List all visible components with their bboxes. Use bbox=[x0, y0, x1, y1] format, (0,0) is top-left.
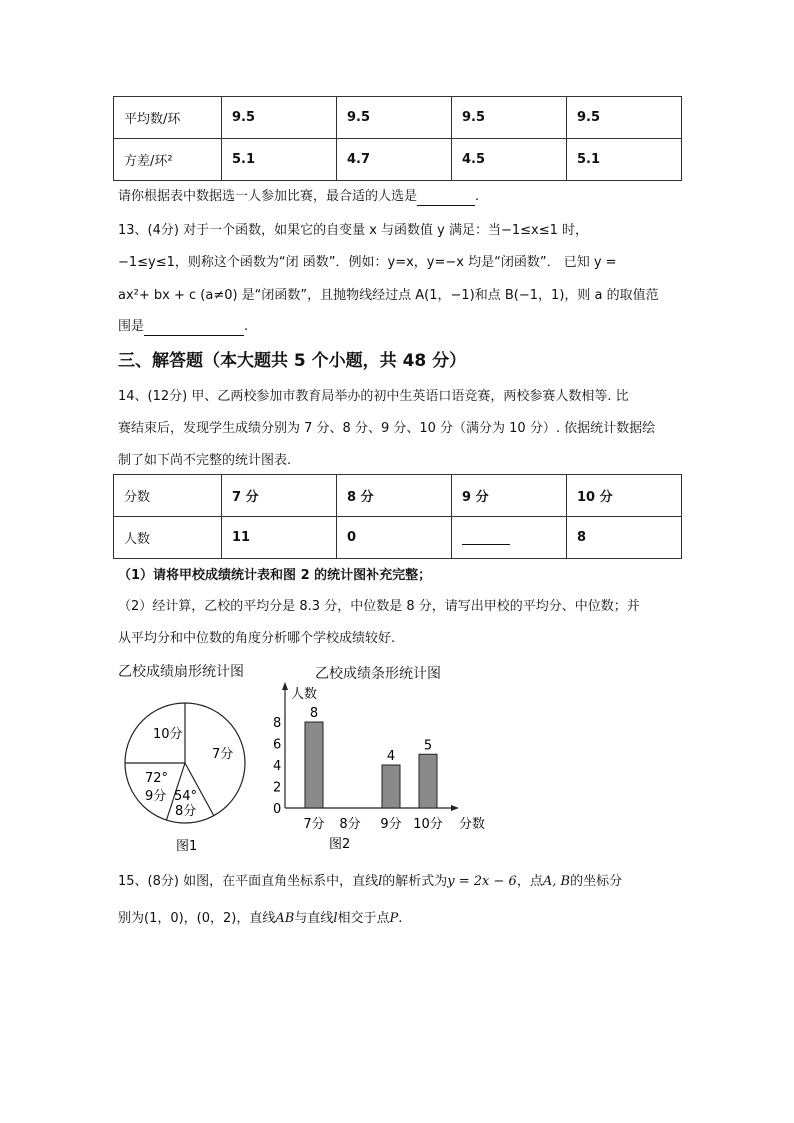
answer-blank[interactable] bbox=[417, 191, 475, 206]
q15-text: 相交于点 bbox=[337, 911, 390, 926]
x-tick-label: 8分 bbox=[339, 817, 361, 832]
answer-blank[interactable] bbox=[144, 321, 244, 336]
bar-7分 bbox=[305, 722, 323, 808]
q12-answer-line bbox=[118, 188, 479, 206]
q12-text: 请你根据表中数据选一人参加比赛，最合适的人选是 bbox=[118, 189, 418, 204]
q15-p: P bbox=[389, 911, 399, 926]
y-tick-label: 6 bbox=[273, 737, 282, 753]
q15-ab: AB bbox=[275, 911, 295, 926]
q15-line-1 bbox=[118, 873, 622, 891]
bar-chart bbox=[265, 682, 495, 860]
q15-text: 别为(1，0)，(0，2)，直线 bbox=[118, 911, 276, 926]
q13-line-1: 13、(4分) 对于一个函数，如果它的自变量 x 与函数值 y 满足：当−1≤x≤1 时， bbox=[118, 223, 589, 238]
pie-label-8: 8分 bbox=[175, 804, 197, 819]
table-cell: 0 bbox=[337, 517, 452, 559]
section-heading: 三、解答题（本大题共 5 个小题，共 48 分） bbox=[118, 351, 467, 371]
q15-l: l bbox=[333, 911, 338, 926]
q15-points: A, B bbox=[542, 874, 571, 889]
table-cell: 9.5 bbox=[222, 97, 337, 139]
y-tick-label: 4 bbox=[273, 759, 282, 774]
table-cell-blank[interactable] bbox=[452, 517, 567, 559]
table-cell: 5.1 bbox=[567, 139, 682, 181]
score-table bbox=[113, 474, 682, 559]
x-axis-label: 分数 bbox=[459, 817, 486, 832]
table-row bbox=[114, 97, 682, 139]
q13-line-4-start: 围是 bbox=[118, 319, 145, 334]
q15-text: 与直线 bbox=[294, 911, 334, 926]
x-tick-label: 7分 bbox=[303, 817, 325, 832]
table-cell: 9.5 bbox=[337, 97, 452, 139]
table-row bbox=[114, 139, 682, 181]
table-row bbox=[114, 475, 682, 517]
table-cell: 9.5 bbox=[567, 97, 682, 139]
q14-sub-2b: 从平均分和中位数的角度分析哪个学校成绩较好. bbox=[118, 631, 396, 646]
q15-text: 的坐标分 bbox=[570, 874, 623, 889]
bar-9分 bbox=[382, 765, 400, 808]
table-cell: 4.7 bbox=[337, 139, 452, 181]
table-cell: 8 bbox=[567, 517, 682, 559]
pie-chart bbox=[118, 690, 258, 860]
q14-line-1: 14、(12分) 甲、乙两校参加市教育局举办的初中生英语口语竞赛，两校参赛人数相等. 比 bbox=[118, 389, 629, 404]
table-header-cell: 10 分 bbox=[567, 475, 682, 517]
bar-data-label: 4 bbox=[386, 749, 396, 764]
q15-equation: y = 2x − 6 bbox=[447, 874, 517, 889]
bar-chart-title: 乙校成绩条形统计图 bbox=[315, 666, 441, 682]
table-row bbox=[114, 517, 682, 559]
bar-10分 bbox=[419, 754, 437, 808]
stats-table bbox=[113, 96, 682, 181]
pie-label-10: 10分 bbox=[153, 727, 183, 742]
y-tick-label: 2 bbox=[273, 780, 282, 796]
q15-text: ，点 bbox=[516, 874, 543, 889]
q14-line-2: 赛结束后，发现学生成绩分别为 7 分、8 分、9 分、10 分（满分为 10 分）. 依据统计数据绘 bbox=[118, 421, 656, 436]
y-tick-label: 0 bbox=[273, 802, 282, 817]
q13-line-3: ax²+ bx + c (a≠0) 是“闭函数”，且抛物线经过点 A(1，−1)和点 B(−1，1)，则 a 的取值范 bbox=[118, 288, 659, 303]
q15-l: l bbox=[378, 874, 383, 889]
answer-blank[interactable] bbox=[462, 534, 510, 545]
q13-line-4 bbox=[118, 318, 248, 336]
x-tick-label: 9分 bbox=[380, 817, 402, 832]
pie-angle-54: 54° bbox=[174, 789, 198, 804]
q14-line-3: 制了如下尚不完整的统计图表. bbox=[118, 453, 292, 468]
table-cell-label: 人数 bbox=[114, 517, 222, 559]
table-header-cell: 8 分 bbox=[337, 475, 452, 517]
table-cell: 9.5 bbox=[452, 97, 567, 139]
pie-chart-title: 乙校成绩扇形统计图 bbox=[118, 664, 244, 680]
q15-line-2 bbox=[118, 910, 402, 928]
pie-angle-72: 72° bbox=[145, 771, 169, 786]
q12-period: . bbox=[475, 189, 480, 204]
pie-label-7: 7分 bbox=[212, 747, 234, 762]
x-axis-arrow bbox=[451, 805, 459, 811]
y-tick-label: 8 bbox=[273, 716, 282, 731]
q14-sub-1: （1）请将甲校成绩统计表和图 2 的统计图补充完整； bbox=[118, 568, 432, 583]
q15-text: 的解析式为 bbox=[382, 874, 448, 889]
pie-caption: 图1 bbox=[176, 839, 198, 854]
table-header-cell: 分数 bbox=[114, 475, 222, 517]
bar-data-label: 8 bbox=[309, 706, 319, 721]
q13-line-2: −1≤y≤1，则称这个函数为“闭 函数”．例如：y=x，y=−x 均是“闭函数”． 已知 y = bbox=[118, 255, 617, 270]
q13-period: . bbox=[244, 319, 249, 334]
pie-label-9: 9分 bbox=[145, 789, 167, 804]
bar-data-label: 5 bbox=[423, 738, 433, 754]
y-axis-label: 人数 bbox=[291, 687, 318, 702]
table-cell: 11 bbox=[222, 517, 337, 559]
table-cell-label: 方差/环² bbox=[114, 139, 222, 181]
table-header-cell: 9 分 bbox=[452, 475, 567, 517]
q14-sub-2a: （2）经计算，乙校的平均分是 8.3 分，中位数是 8 分，请写出甲校的平均分、中位数；并 bbox=[118, 599, 640, 614]
table-cell-label: 平均数/环 bbox=[114, 97, 222, 139]
q15-text: . bbox=[398, 911, 403, 926]
y-axis-arrow bbox=[282, 682, 288, 690]
bar-caption: 图2 bbox=[329, 837, 351, 852]
x-tick-label: 10分 bbox=[413, 817, 443, 832]
table-header-cell: 7 分 bbox=[222, 475, 337, 517]
table-cell: 4.5 bbox=[452, 139, 567, 181]
table-cell: 5.1 bbox=[222, 139, 337, 181]
q15-text: 15、(8分) 如图，在平面直角坐标系中，直线 bbox=[118, 874, 379, 889]
